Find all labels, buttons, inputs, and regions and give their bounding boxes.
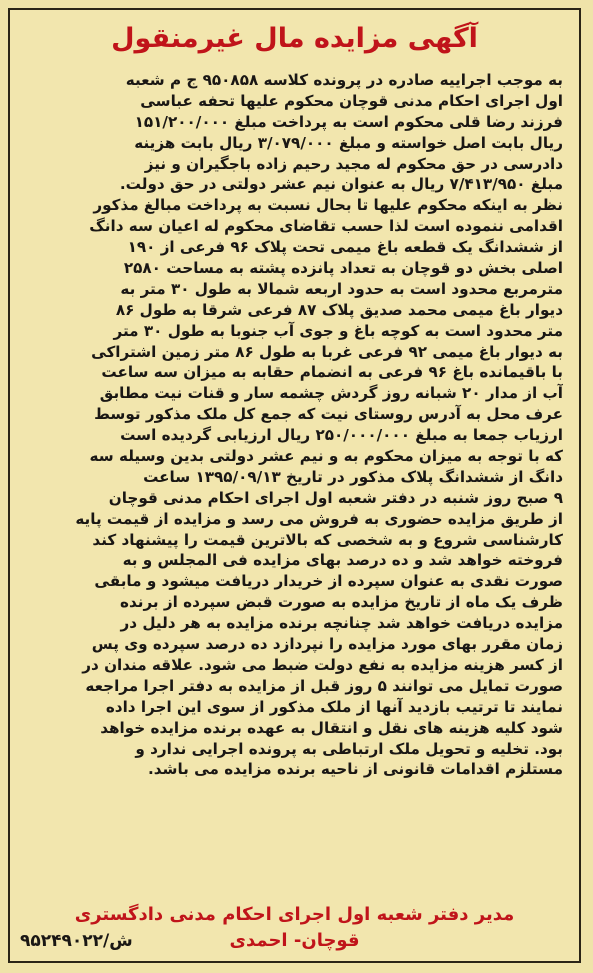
body-line: مترمربع محدود است به حدود اربعه شمالا به طول ۳۰ متر به xyxy=(120,279,563,298)
body-line: از ششدانگ یک قطعه باغ میمی تحت پلاک ۹۶ فرعی از ۱۹۰ xyxy=(127,238,563,257)
body-line: بود. تخلیه و تحویل ملک ارتباطی به پرونده اجرایی ندارد و xyxy=(135,739,563,758)
body-line: به دیوار باغ میمی ۹۲ فرعی غربا به طول ۸۶ متر زمین اشتراکی xyxy=(91,342,563,361)
body-line: آب از مدار ۲۰ شبانه روز گردش چشمه سار و قنات نیت مطابق xyxy=(99,384,563,403)
body-line: فرزند رضا قلی محکوم است به پرداخت مبلغ ۱۵۱/۲۰۰/۰۰۰ xyxy=(134,112,563,131)
body-line: اول اجرای احکام مدنی قوچان محکوم علیها تحفه عباسی xyxy=(140,91,563,110)
body-line: دادرسی در حق محکوم له مجید رحیم زاده باجگیران و نیز xyxy=(144,154,563,173)
body-line: نظر به اینکه محکوم علیها تا بحال نسبت به پرداخت مبالغ مذکور xyxy=(93,196,563,215)
body-line: متر محدود است به کوچه باغ و جوی آب جنوبا به طول ۳۰ متر xyxy=(113,321,563,340)
body-line: با باقیمانده باغ ۹۶ فرعی به انضمام حقابه به میزان سه ساعت xyxy=(101,363,563,382)
body-line: ۹ صبح روز شنبه در دفتر شعبه اول اجرای احکام مدنی قوچان xyxy=(108,488,563,507)
body-line: صورت تمایل می توانند ۵ روز قبل از مزایده به دفتر اجرا مراجعه xyxy=(85,676,563,695)
body-line: دانگ از ششدانگ پلاک مذکور در تاریخ ۱۳۹۵/۰۹/۱۳ ساعت xyxy=(143,467,563,486)
body-line: کارشناسی شروع و به شخصی که بالاترین قیمت را پیشنهاد کند xyxy=(92,530,563,549)
body-line: مبلغ ۷/۴۱۳/۹۵۰ ریال به عنوان نیم عشر دولتی در حق دولت. xyxy=(119,175,563,194)
body-line: اقدامی ننموده است لذا حسب تقاضای محکوم له اعیان سه دانگ xyxy=(89,217,563,236)
body-line: عرف محل به آدرس روستای نیت که جمع کل ملک مذکور توسط xyxy=(94,405,563,424)
body-line: به موجب اجراییه صادره در پرونده کلاسه ۹۵۰۸۵۸ ج م شعبه xyxy=(125,71,563,89)
body-line: از طریق مزایده حضوری به فروش می رسد و مزایده از قیمت پایه xyxy=(75,509,563,528)
notice-title: آگهی مزایده مال غیرمنقول xyxy=(111,23,478,54)
reference-number: ش/۹۵۲۴۹۰۲۲ xyxy=(20,931,133,951)
body-line: از کسر هزینه مزایده به نفع دولت ضبط می شود. علاقه مندان در xyxy=(82,655,563,674)
signature-title: مدیر دفتر شعبه اول اجرای احکام مدنی دادگستری xyxy=(74,904,515,925)
body-line: زمان مقرر بهای مورد مزایده را نپردازد ده درصد سپرده وی پس xyxy=(91,635,563,654)
body-line: دیوار باغ میمی محمد صدیق پلاک ۸۷ فرعی شرقا به طول ۸۶ xyxy=(115,300,563,319)
body-line: ارزیاب جمعا به مبلغ ۲۵۰/۰۰۰/۰۰۰ ریال ارزیابی گردیده است xyxy=(120,426,563,445)
body-line: ظرف یک ماه از تاریخ مزایده به صورت قبض سپرده از برنده xyxy=(120,593,563,612)
notice-frame xyxy=(8,8,581,963)
body-line: شود کلیه هزینه های نقل و انتقال به عهده برنده مزایده خواهد xyxy=(100,718,563,737)
body-line: فروخته خواهد شد و ده درصد بهای مزایده فی المجلس و به xyxy=(122,551,563,570)
body-line: اصلی بخش دو قوچان به تعداد پانزده پشته به مساحت ۲۵۸۰ xyxy=(123,259,563,278)
body-line: صورت نقدی به عنوان سپرده از خریدار دریافت میشود و مابقی xyxy=(94,572,563,591)
body-line: مزایده دریافت خواهد شد چنانچه برنده مزایده به هر دلیل در xyxy=(120,614,563,633)
body-line: نمایند تا ترتیب بازدید آنها از ملک مذکور از سوی این اجرا داده xyxy=(105,697,563,716)
body-line: که با توجه به میزان محکوم به و نیم عشر دولتی بدین وسیله سه xyxy=(89,447,563,466)
notice-body xyxy=(28,70,563,780)
signature-name: قوچان- احمدی xyxy=(229,930,360,951)
body-line: مستلزم اقدامات قانونی از ناحیه برنده مزایده می باشد. xyxy=(147,760,563,779)
body-line: ریال بابت اصل خواسته و مبلغ ۳/۰۷۹/۰۰۰ ریال بابت هزینه xyxy=(134,133,563,152)
